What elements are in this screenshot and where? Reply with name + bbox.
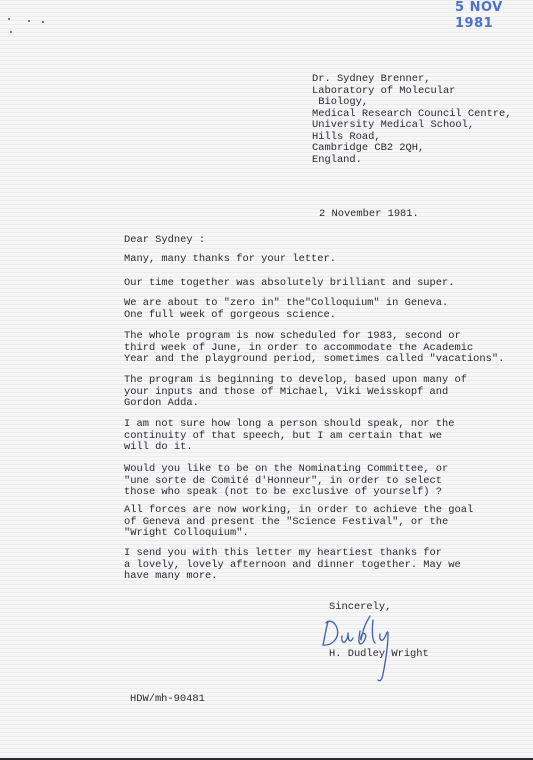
- paragraph-6: I am not sure how long a person should speak, nor the continuity of that speech, but I am certain that we will do it.: [124, 418, 455, 453]
- punch-marks: [8, 18, 53, 38]
- recipient-address: Dr. Sydney Brenner, Laboratory of Molecular Biology, Medical Research Council Centre, University Medical School, Hills Road, Cambridge CB2 2QH, England.: [312, 73, 512, 166]
- paragraph-1: Many, many thanks for your letter.: [124, 253, 337, 265]
- paragraph-3: We are about to "zero in" the"Colloquium" in Geneva. One full week of gorgeous science.: [124, 297, 449, 321]
- paragraph-5: The program is beginning to develop, based upon many of your inputs and those of Michael, Viki Weisskopf and Gordon Adda.: [124, 374, 467, 409]
- paragraph-4: The whole program is now scheduled for 1983, second or third week of June, in order to accommodate the Academic Year and the playground period, sometimes called "vacations".: [124, 330, 505, 365]
- signer-name: H. Dudley Wright: [329, 648, 429, 660]
- letter-date: 2 November 1981.: [319, 208, 419, 220]
- reference-code: HDW/mh-90481: [130, 693, 205, 705]
- paragraph-9: I send you with this letter my heartiest thanks for a lovely, lovely afternoon and dinner together. May we have many more.: [124, 547, 461, 582]
- received-date-stamp: 5 NOV 1981: [455, 0, 503, 31]
- salutation: Dear Sydney :: [124, 234, 206, 246]
- closing: Sincerely,: [329, 601, 392, 613]
- paragraph-2: Our time together was absolutely brilliant and super.: [124, 277, 455, 289]
- paragraph-7: Would you like to be on the Nominating Committee, or "une sorte de Comité d'Honneur", in order to select those who speak (not to be exclusive of yourself) ?: [124, 463, 449, 498]
- paragraph-8: All forces are now working, in order to achieve the goal of Geneva and present the "Science Festival", or the "Wright Colloquium".: [124, 504, 474, 539]
